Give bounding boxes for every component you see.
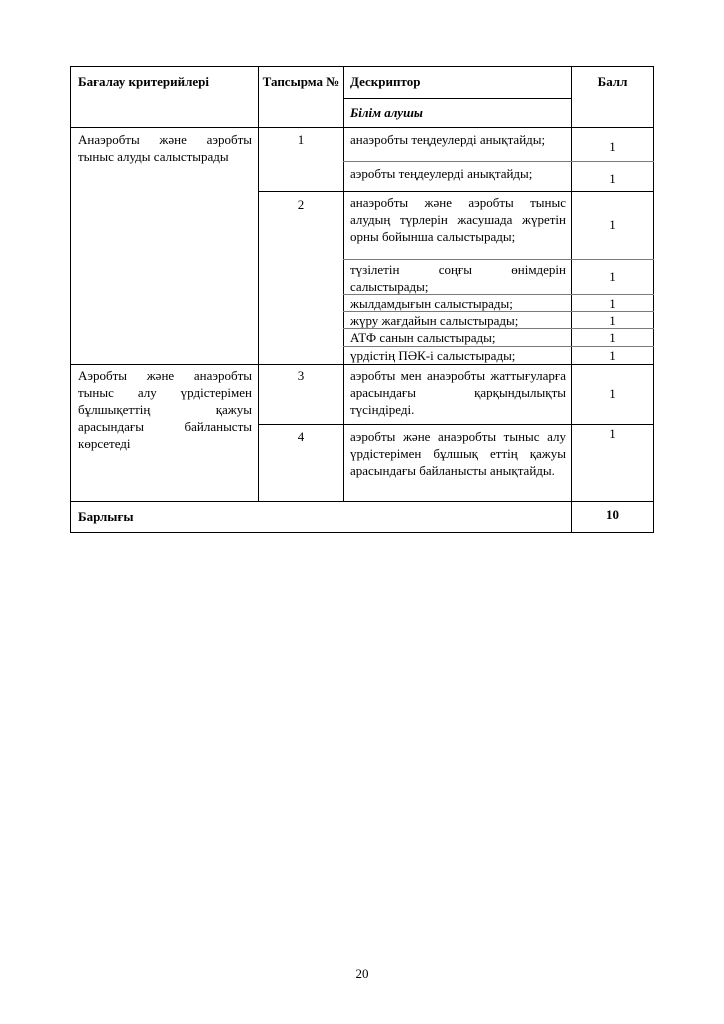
score-2-5: 1 bbox=[609, 330, 616, 345]
descriptor-2-1: анаэробты және аэробты тыныс алудың түрлерін жасушада жүретін орны бойынша салыстырады; bbox=[350, 195, 566, 244]
header-score: Балл bbox=[597, 74, 628, 89]
table-border-left bbox=[70, 66, 71, 533]
task-number-1: 1 bbox=[297, 132, 305, 147]
desc-sep bbox=[343, 259, 654, 260]
score-2-6: 1 bbox=[609, 348, 616, 363]
score-2-1: 1 bbox=[609, 217, 616, 232]
descriptor-3-1: аэробты мен анаэробты жаттығуларға арасындағы қарқындылықты түсіндіреді. bbox=[350, 368, 566, 417]
descriptor-2-6: үрдістің ПӘК-і салыстырады; bbox=[350, 348, 516, 363]
descriptor-1-2: аэробты теңдеулерді анықтайды; bbox=[350, 166, 533, 181]
header-criteria: Бағалау критерийлері bbox=[78, 74, 209, 89]
header-learner: Білім алушы bbox=[350, 105, 423, 120]
table-border-top bbox=[70, 66, 654, 67]
group-sep bbox=[70, 364, 654, 365]
col-sep-2 bbox=[343, 66, 344, 501]
table-border-right bbox=[653, 66, 654, 533]
criterion-1: Анаэробты және аэробты тыныс алуды салыстырады bbox=[78, 132, 252, 164]
task-number-3: 3 bbox=[297, 368, 305, 383]
descriptor-1-1: анаэробты теңдеулерді анықтайды; bbox=[350, 132, 546, 147]
table-border-bottom bbox=[70, 532, 654, 533]
total-score: 10 bbox=[606, 507, 619, 522]
descriptor-2-4: жүру жағдайын салыстырады; bbox=[350, 313, 519, 328]
score-2-2: 1 bbox=[609, 269, 616, 284]
task-sep-1-2 bbox=[258, 191, 654, 192]
descriptor-2-3: жылдамдығын салыстырады; bbox=[350, 296, 513, 311]
descriptor-2-5: АТФ санын салыстырады; bbox=[350, 330, 496, 345]
col-sep-3 bbox=[571, 66, 572, 533]
score-2-3: 1 bbox=[609, 296, 616, 311]
task-number-4: 4 bbox=[297, 429, 305, 444]
task-number-2: 2 bbox=[297, 197, 305, 212]
criterion-2: Аэробты және анаэробты тыныс алу үрдістерімен бұлшықеттің қажуы арасындағы байланысты көрсетеді bbox=[78, 368, 252, 451]
page-number: 20 bbox=[355, 966, 369, 981]
score-3-1: 1 bbox=[609, 386, 616, 401]
header-bottom-line bbox=[70, 127, 654, 128]
desc-sep bbox=[343, 161, 654, 162]
header-task: Тапсырма № bbox=[262, 74, 340, 89]
total-label: Барлығы bbox=[78, 509, 134, 524]
score-1-2: 1 bbox=[609, 171, 616, 186]
descriptor-4-1: аэробты және анаэробты тыныс алу үрдістерімен бұлшық еттің қажуы арасындағы байланысты анықтайды. bbox=[350, 429, 566, 478]
header-sub-line bbox=[343, 98, 571, 99]
descriptor-2-2: түзілетін соңғы өнімдерін салыстырады; bbox=[350, 262, 566, 294]
score-2-4: 1 bbox=[609, 313, 616, 328]
score-4-1: 1 bbox=[609, 426, 616, 441]
col-sep-1 bbox=[258, 66, 259, 501]
score-1-1: 1 bbox=[609, 139, 616, 154]
header-descriptor: Дескриптор bbox=[350, 74, 421, 89]
total-sep bbox=[70, 501, 654, 502]
